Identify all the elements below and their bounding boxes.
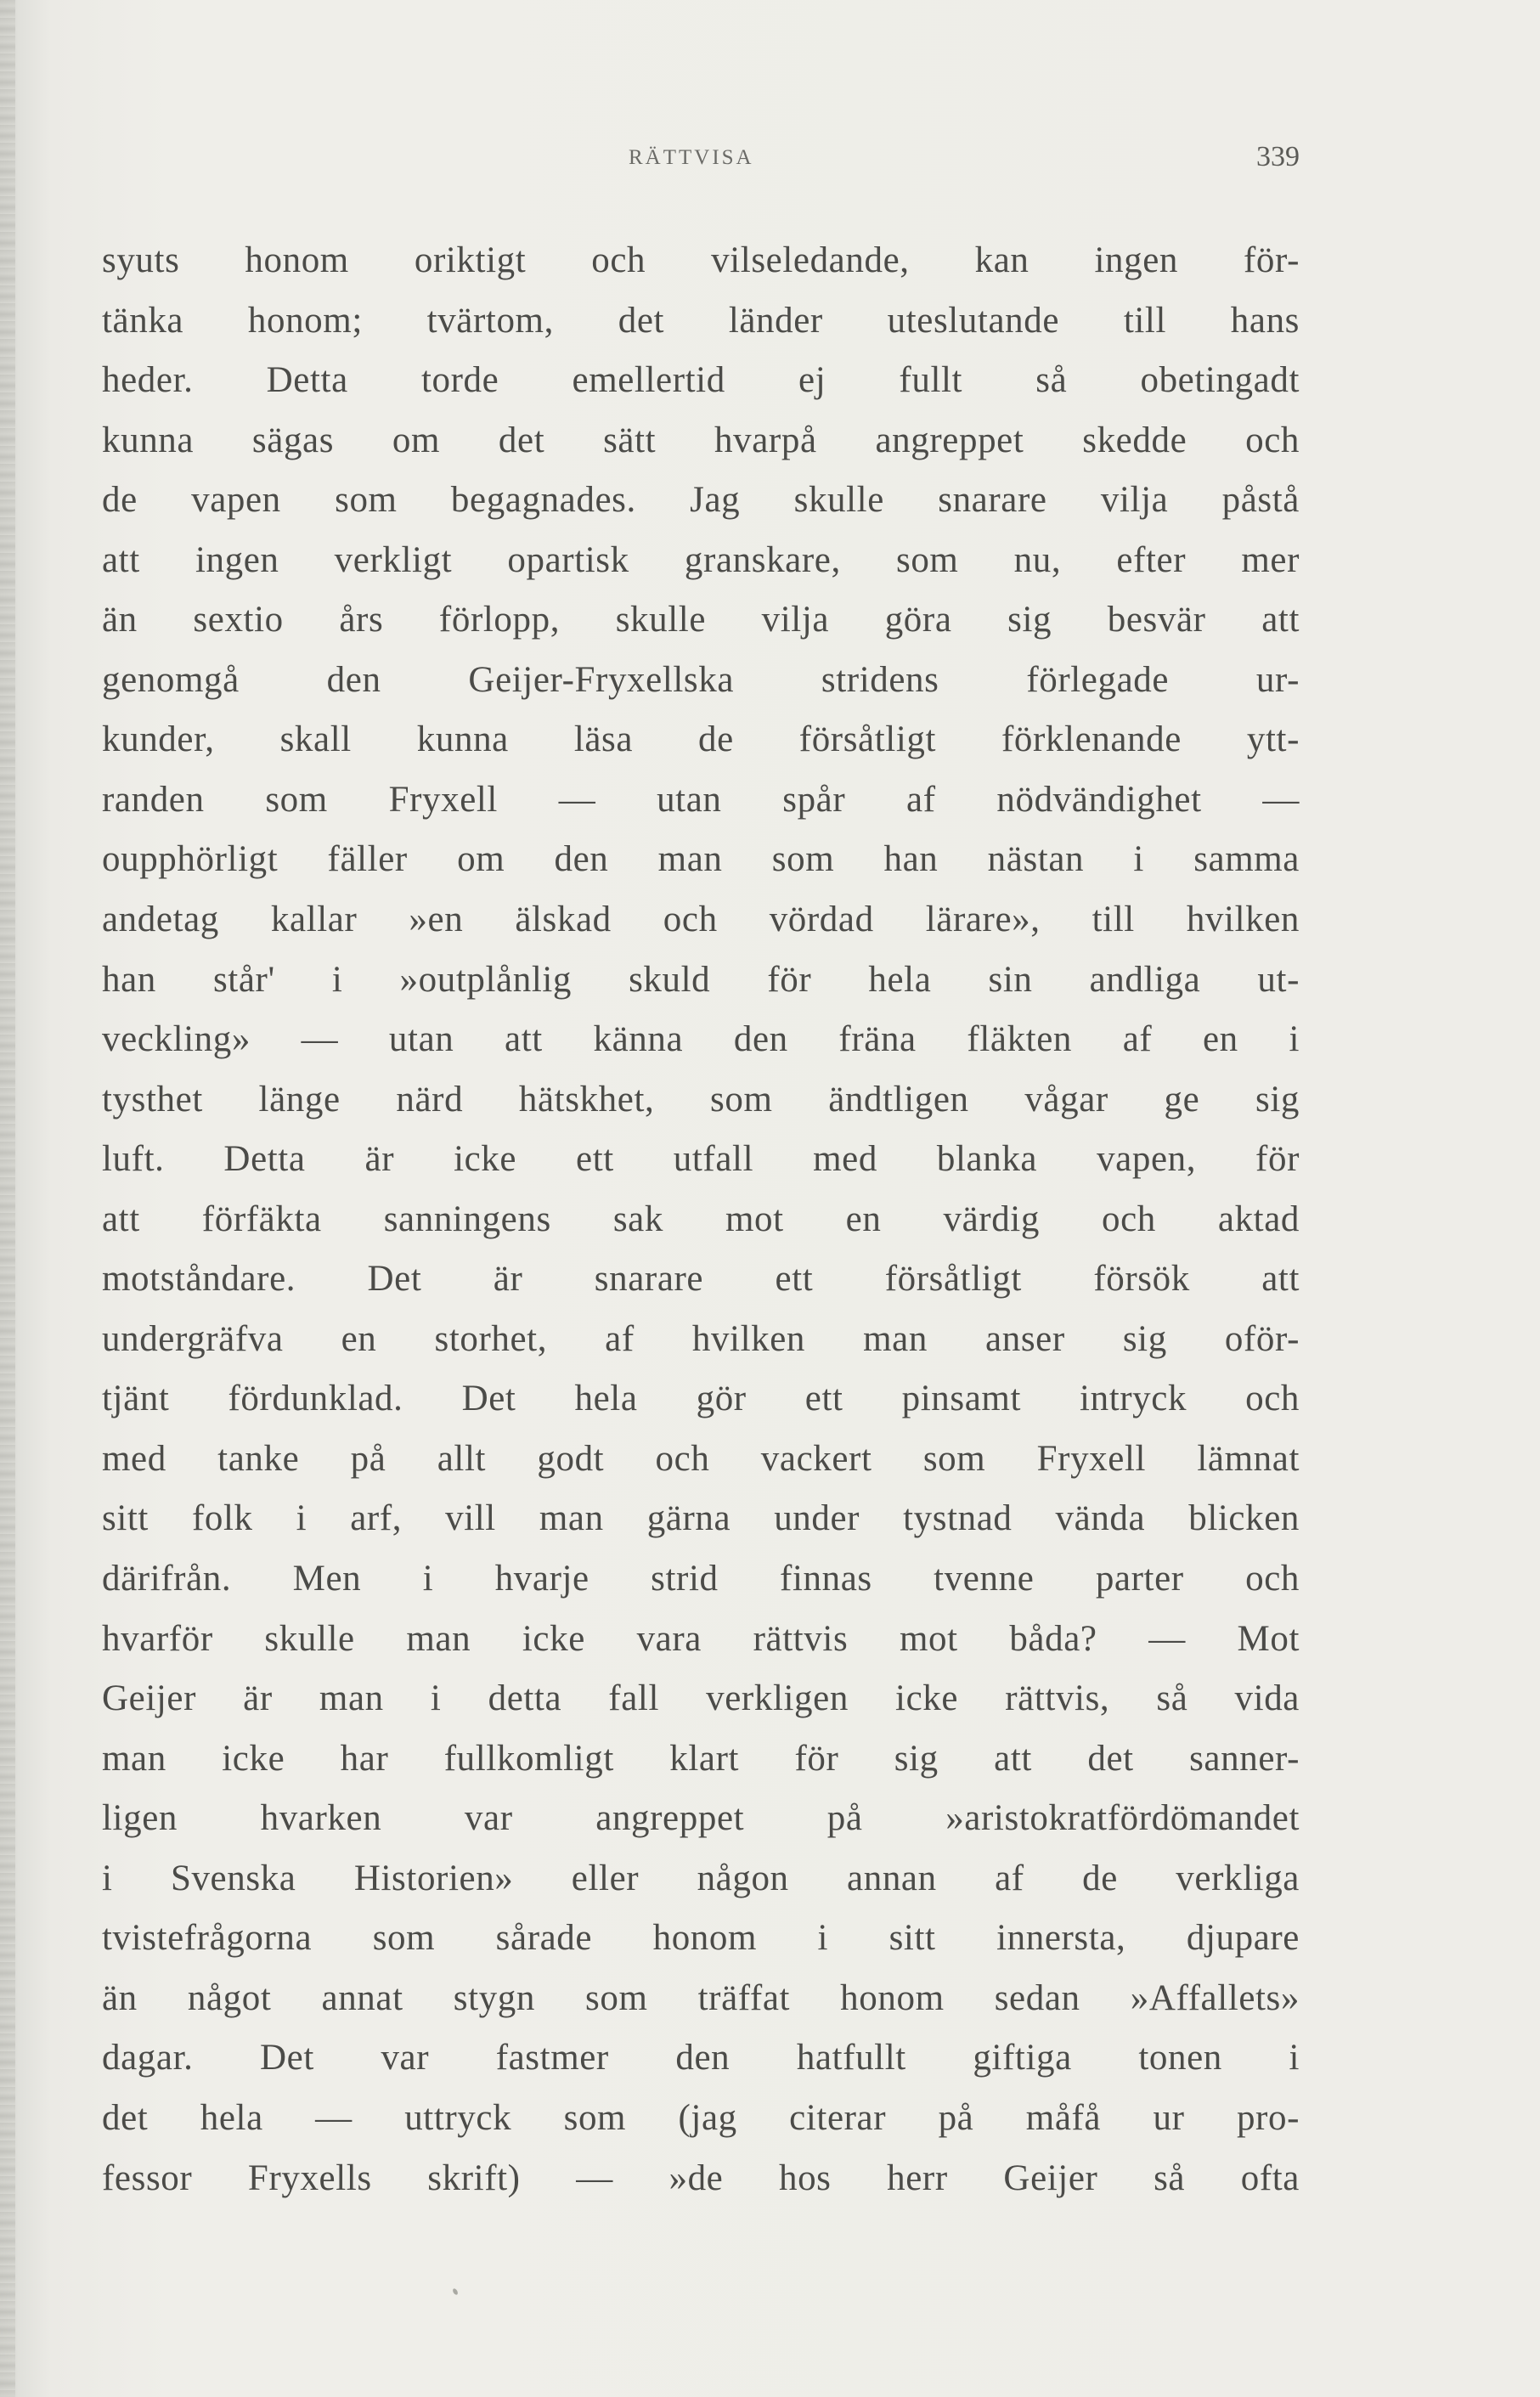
text-line: det hela — uttryck som (jag citerar på måfå ur pro-: [102, 2097, 1300, 2138]
text-line: kunder, skall kunna läsa de försåtligt förklenande ytt-: [102, 719, 1300, 760]
ink-speck: [452, 2287, 459, 2295]
text-line: luft. Detta är icke ett utfall med blanka vapen, för: [102, 1139, 1300, 1180]
text-line: undergräfva en storhet, af hvilken man anser sig oför-: [102, 1318, 1300, 1359]
text-line: att förfäkta sanningens sak mot en värdig och aktad: [102, 1198, 1300, 1239]
text-line: med tanke på allt godt och vackert som Fryxell lämnat: [102, 1438, 1300, 1479]
page-number: 339: [1256, 141, 1300, 172]
text-line: hvarför skulle man icke vara rättvis mot båda? — Mot: [102, 1618, 1300, 1659]
text-line: syuts honom oriktigt och vilseledande, kan ingen för-: [102, 240, 1300, 280]
text-line: än något annat stygn som träffat honom sedan »Affallets»: [102, 1977, 1300, 2018]
text-line: andetag kallar »en älskad och vördad lärare», till hvilken: [102, 900, 1300, 940]
text-line: fessor Fryxells skrift) — »de hos herr Geijer så ofta: [102, 2157, 1300, 2198]
text-line: i Svenska Historien» eller någon annan af de verkliga: [102, 1858, 1300, 1898]
text-line: än sextio års förlopp, skulle vilja göra sig besvär att: [102, 600, 1300, 640]
text-line: de vapen som begagnades. Jag skulle snarare vilja påstå: [102, 480, 1300, 521]
text-line: genomgå den Geijer-Fryxellska stridens förlegade ur-: [102, 659, 1300, 700]
page-header: [102, 141, 1300, 180]
text-line: motståndare. Det är snarare ett försåtligt försök att: [102, 1259, 1300, 1300]
text-line: tjänt fördunklad. Det hela gör ett pinsamt intryck och: [102, 1379, 1300, 1419]
text-line: tysthet länge närd hätskhet, som ändtligen vågar ge sig: [102, 1079, 1300, 1120]
text-line: randen som Fryxell — utan spår af nödvändighet —: [102, 779, 1300, 820]
text-line: dagar. Det var fastmer den hatfullt giftiga tonen i: [102, 2038, 1300, 2078]
text-line: att ingen verkligt opartisk granskare, som nu, efter mer: [102, 539, 1300, 580]
text-line: tvistefrågorna som sårade honom i sitt innersta, djupare: [102, 1918, 1300, 1959]
text-line: därifrån. Men i hvarje strid finnas tvenne parter och: [102, 1559, 1300, 1599]
text-line: heder. Detta torde emellertid ej fullt så obetingadt: [102, 360, 1300, 401]
body-text: [102, 231, 1300, 2208]
text-line: ligen hvarken var angreppet på »aristokratfördömandet: [102, 1798, 1300, 1839]
text-line: veckling» — utan att känna den fräna fläkten af en i: [102, 1019, 1300, 1060]
text-line: Geijer är man i detta fall verkligen icke rättvis, så vida: [102, 1678, 1300, 1719]
running-title: RÄTTVISA: [629, 146, 754, 169]
text-line: kunna sägas om det sätt hvarpå angreppet skedde och: [102, 420, 1300, 460]
text-line: tänka honom; tvärtom, det länder uteslutande till hans: [102, 300, 1300, 341]
text-line: sitt folk i arf, vill man gärna under tystnad vända blicken: [102, 1498, 1300, 1539]
text-line: man icke har fullkomligt klart för sig att det sanner-: [102, 1738, 1300, 1779]
text-line: han står' i »outplånlig skuld för hela sin andliga ut-: [102, 959, 1300, 1000]
text-line: oupphörligt fäller om den man som han nästan i samma: [102, 839, 1300, 880]
binding-edge: [0, 0, 15, 2397]
